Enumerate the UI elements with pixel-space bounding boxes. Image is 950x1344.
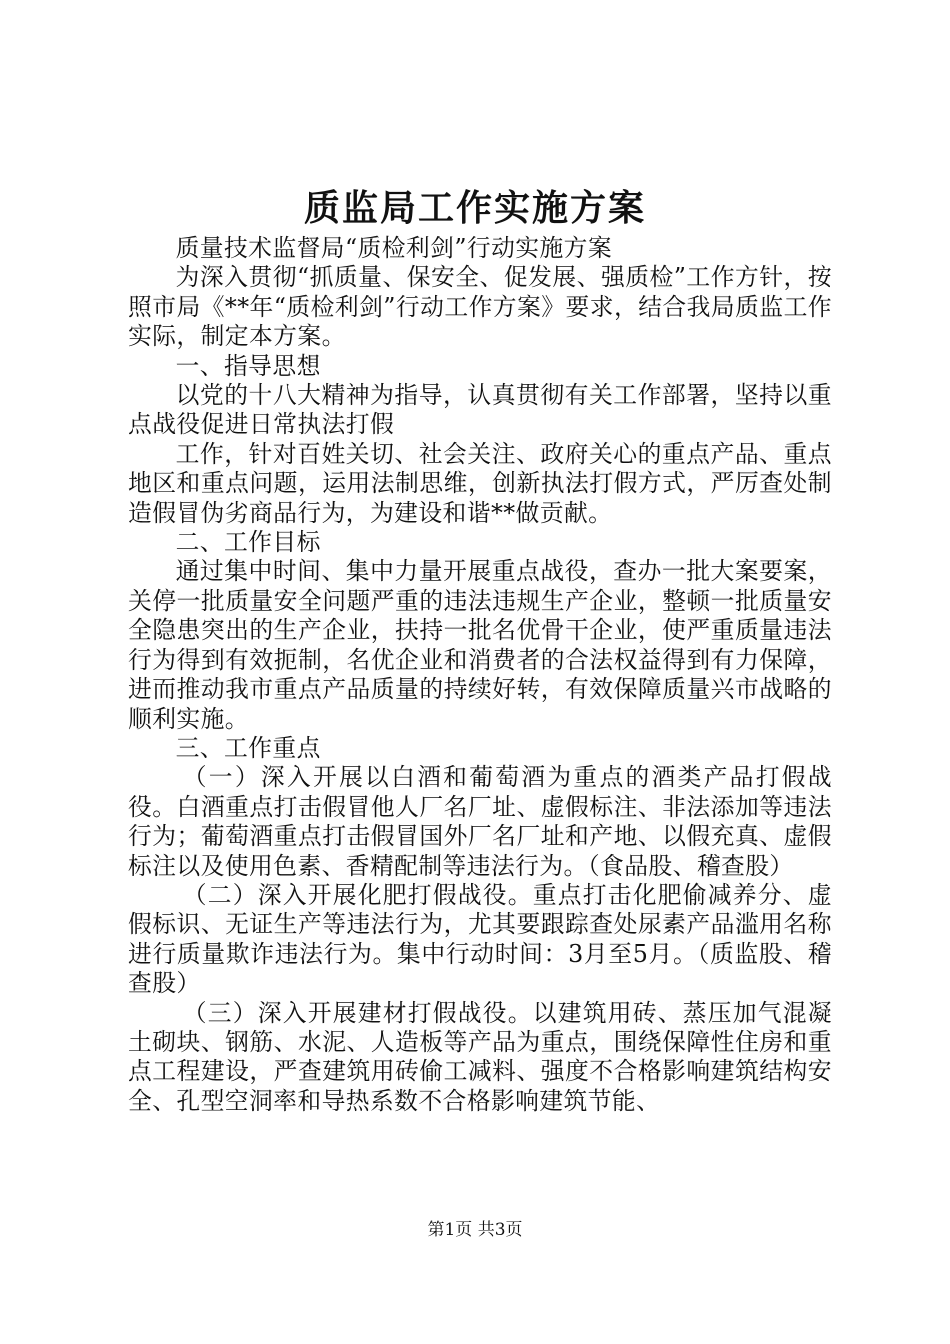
list-item: （一）深入开展以白酒和葡萄酒为重点的酒类产品打假战役。白酒重点打击假冒他人厂名厂址、虚假标注、非法添加等违法行为；葡萄酒重点打击假冒国外厂名厂址和产地、以假充真、虚假标注以及使用色素、香精配制等违法行为。（食品股、稽查股） xyxy=(128,763,832,880)
section-heading-work-focus: 三、工作重点 xyxy=(175,733,321,762)
document-body xyxy=(128,234,832,1116)
subtitle-paragraph: 质量技术监督局“质检利剑”行动实施方案 xyxy=(175,234,613,262)
list-item: （三）深入开展建材打假战役。以建筑用砖、蒸压加气混凝土砌块、钢筋、水泥、人造板等产品为重点，围绕保障性住房和重点工程建设，严查建筑用砖偷工减料、强度不合格影响建筑结构安全、孔型空洞率和导热系数不合格影响建筑节能、 xyxy=(128,998,832,1115)
body-paragraph: 通过集中时间、集中力量开展重点战役，查办一批大案要案，关停一批质量安全问题严重的违法违规生产企业，整顿一批质量安全隐患突出的生产企业，扶持一批名优骨干企业，使严重质量违法行为得到有效扼制，名优企业和消费者的合法权益得到有力保障，进而推动我市重点产品质量的持续好转，有效保障质量兴市战略的顺利实施。 xyxy=(128,557,832,733)
list-item: （二）深入开展化肥打假战役。重点打击化肥偷减养分、虚假标识、无证生产等违法行为，尤其要跟踪查处尿素产品滥用名称进行质量欺诈违法行为。集中行动时间：3月至5月。（质监股、稽查股） xyxy=(128,880,832,998)
body-paragraph: 以党的十八大精神为指导，认真贯彻有关工作部署，坚持以重点战役促进日常执法打假 xyxy=(128,381,832,439)
page-indicator: 第1页 共3页 xyxy=(427,1220,523,1240)
section-heading-work-goals: 二、工作目标 xyxy=(175,528,321,557)
intro-paragraph: 为深入贯彻“抓质量、保安全、促发展、强质检”工作方针，按照市局《**年“质检利剑”行动工作方案》要求，结合我局质监工作实际，制定本方案。 xyxy=(128,263,832,351)
document-title: 质监局工作实施方案 xyxy=(303,187,646,229)
section-heading-guiding-thought: 一、指导思想 xyxy=(175,351,321,380)
body-paragraph: 工作，针对百姓关切、社会关注、政府关心的重点产品、重点地区和重点问题，运用法制思维，创新执法打假方式，严厉查处制造假冒伪劣商品行为，为建设和谐**做贡献。 xyxy=(128,439,832,527)
